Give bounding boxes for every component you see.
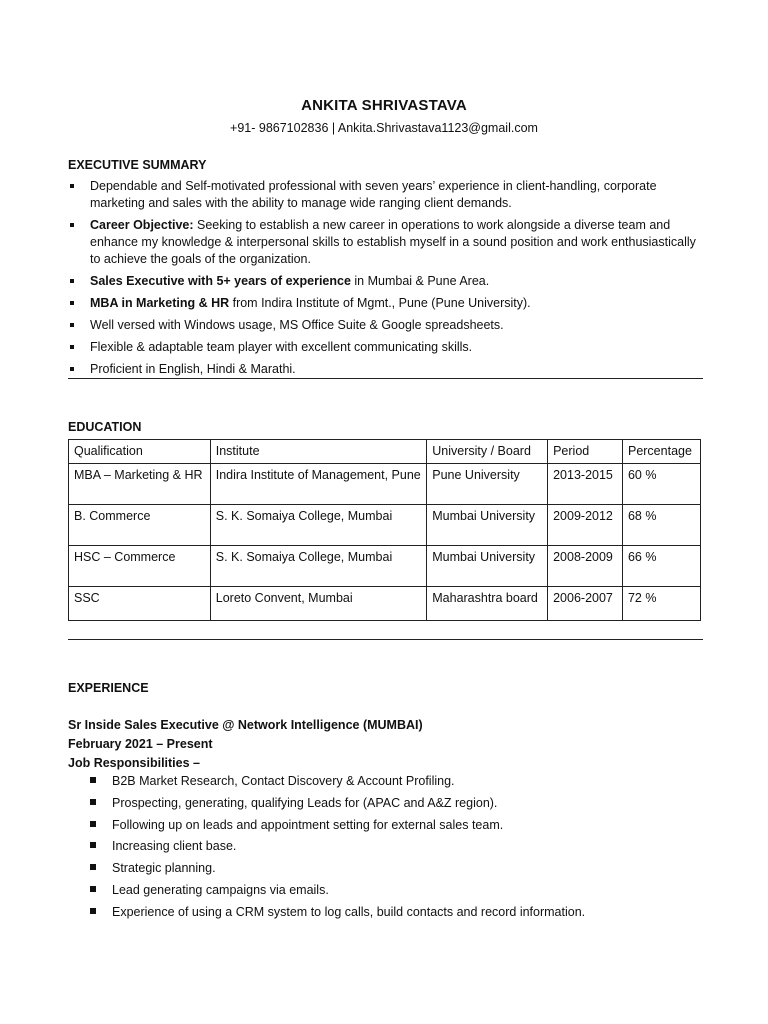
table-cell: 2006-2007 (548, 587, 623, 621)
list-item: Prospecting, generating, qualifying Leads for (APAC and A&Z region). (90, 795, 710, 812)
table-cell: 60 % (622, 464, 700, 505)
bullet-icon (70, 323, 74, 327)
header-cell: Period (548, 440, 623, 464)
responsibilities-list (90, 773, 710, 926)
table-cell: SSC (69, 587, 211, 621)
responsibilities-label: Job Responsibilities – (68, 756, 200, 770)
list-item: Lead generating campaigns via emails. (90, 882, 710, 899)
table-cell: Mumbai University (427, 546, 548, 587)
education-title: EDUCATION (68, 420, 142, 434)
table-row (69, 464, 701, 505)
list-item: Strategic planning. (90, 860, 710, 877)
bullet-icon (70, 279, 74, 283)
square-bullet-icon (90, 777, 96, 783)
header-cell: Institute (210, 440, 427, 464)
table-cell: Mumbai University (427, 505, 548, 546)
list-item: Following up on leads and appointment setting for external sales team. (90, 817, 710, 834)
candidate-name: ANKITA SHRIVASTAVA (301, 97, 467, 114)
header-cell: University / Board (427, 440, 548, 464)
table-row (69, 505, 701, 546)
summary-item: Flexible & adaptable team player with excellent communicating skills. (68, 339, 708, 356)
education-table (68, 439, 701, 621)
experience-title: EXPERIENCE (68, 681, 149, 695)
table-header-row (69, 440, 701, 464)
summary-item: MBA in Marketing & HR from Indira Institute of Mgmt., Pune (Pune University). (68, 295, 708, 312)
table-cell: Indira Institute of Management, Pune (210, 464, 427, 505)
experience-header (68, 716, 708, 773)
bullet-icon (70, 223, 74, 227)
square-bullet-icon (90, 908, 96, 914)
table-row (69, 587, 701, 621)
job-role: Sr Inside Sales Executive @ Network Intelligence (MUMBAI) (68, 718, 423, 732)
square-bullet-icon (90, 799, 96, 805)
summary-item: Career Objective: Seeking to establish a new career in operations to work alongside a diverse team and enhance my knowledge & interpersonal skills to establish myself in a sound position and work enthusiastically to achieve the goals of the organization. (68, 217, 708, 268)
header-cell: Qualification (69, 440, 211, 464)
summary-item: Sales Executive with 5+ years of experience in Mumbai & Pune Area. (68, 273, 708, 290)
section-divider (68, 378, 703, 379)
table-row (69, 546, 701, 587)
table-cell: MBA – Marketing & HR (69, 464, 211, 505)
table-cell: 72 % (622, 587, 700, 621)
table-cell: S. K. Somaiya College, Mumbai (210, 546, 427, 587)
table-cell: Loreto Convent, Mumbai (210, 587, 427, 621)
bullet-icon (70, 301, 74, 305)
table-cell: 66 % (622, 546, 700, 587)
summary-title: EXECUTIVE SUMMARY (68, 158, 207, 172)
table-cell: HSC – Commerce (69, 546, 211, 587)
bullet-icon (70, 345, 74, 349)
table-cell: 2013-2015 (548, 464, 623, 505)
list-item: Increasing client base. (90, 838, 710, 855)
table-cell: 2009-2012 (548, 505, 623, 546)
list-item: Experience of using a CRM system to log calls, build contacts and record information. (90, 904, 710, 921)
square-bullet-icon (90, 842, 96, 848)
list-item: B2B Market Research, Contact Discovery & Account Profiling. (90, 773, 710, 790)
table-cell: 68 % (622, 505, 700, 546)
table-cell: S. K. Somaiya College, Mumbai (210, 505, 427, 546)
square-bullet-icon (90, 886, 96, 892)
summary-list (68, 178, 708, 383)
bullet-icon (70, 184, 74, 188)
square-bullet-icon (90, 821, 96, 827)
summary-item: Proficient in English, Hindi & Marathi. (68, 361, 708, 378)
summary-item: Well versed with Windows usage, MS Office Suite & Google spreadsheets. (68, 317, 708, 334)
bullet-icon (70, 367, 74, 371)
table-cell: 2008-2009 (548, 546, 623, 587)
contact-line: +91- 9867102836 | Ankita.Shrivastava1123@gmail.com (230, 121, 538, 135)
section-divider (68, 639, 703, 640)
table-cell: B. Commerce (69, 505, 211, 546)
table-cell: Maharashtra board (427, 587, 548, 621)
square-bullet-icon (90, 864, 96, 870)
summary-item: Dependable and Self-motivated professional with seven years’ experience in client-handling, corporate marketing and sales with the ability to manage wide ranging client demands. (68, 178, 708, 212)
header-cell: Percentage (622, 440, 700, 464)
job-period: February 2021 – Present (68, 737, 213, 751)
table-cell: Pune University (427, 464, 548, 505)
